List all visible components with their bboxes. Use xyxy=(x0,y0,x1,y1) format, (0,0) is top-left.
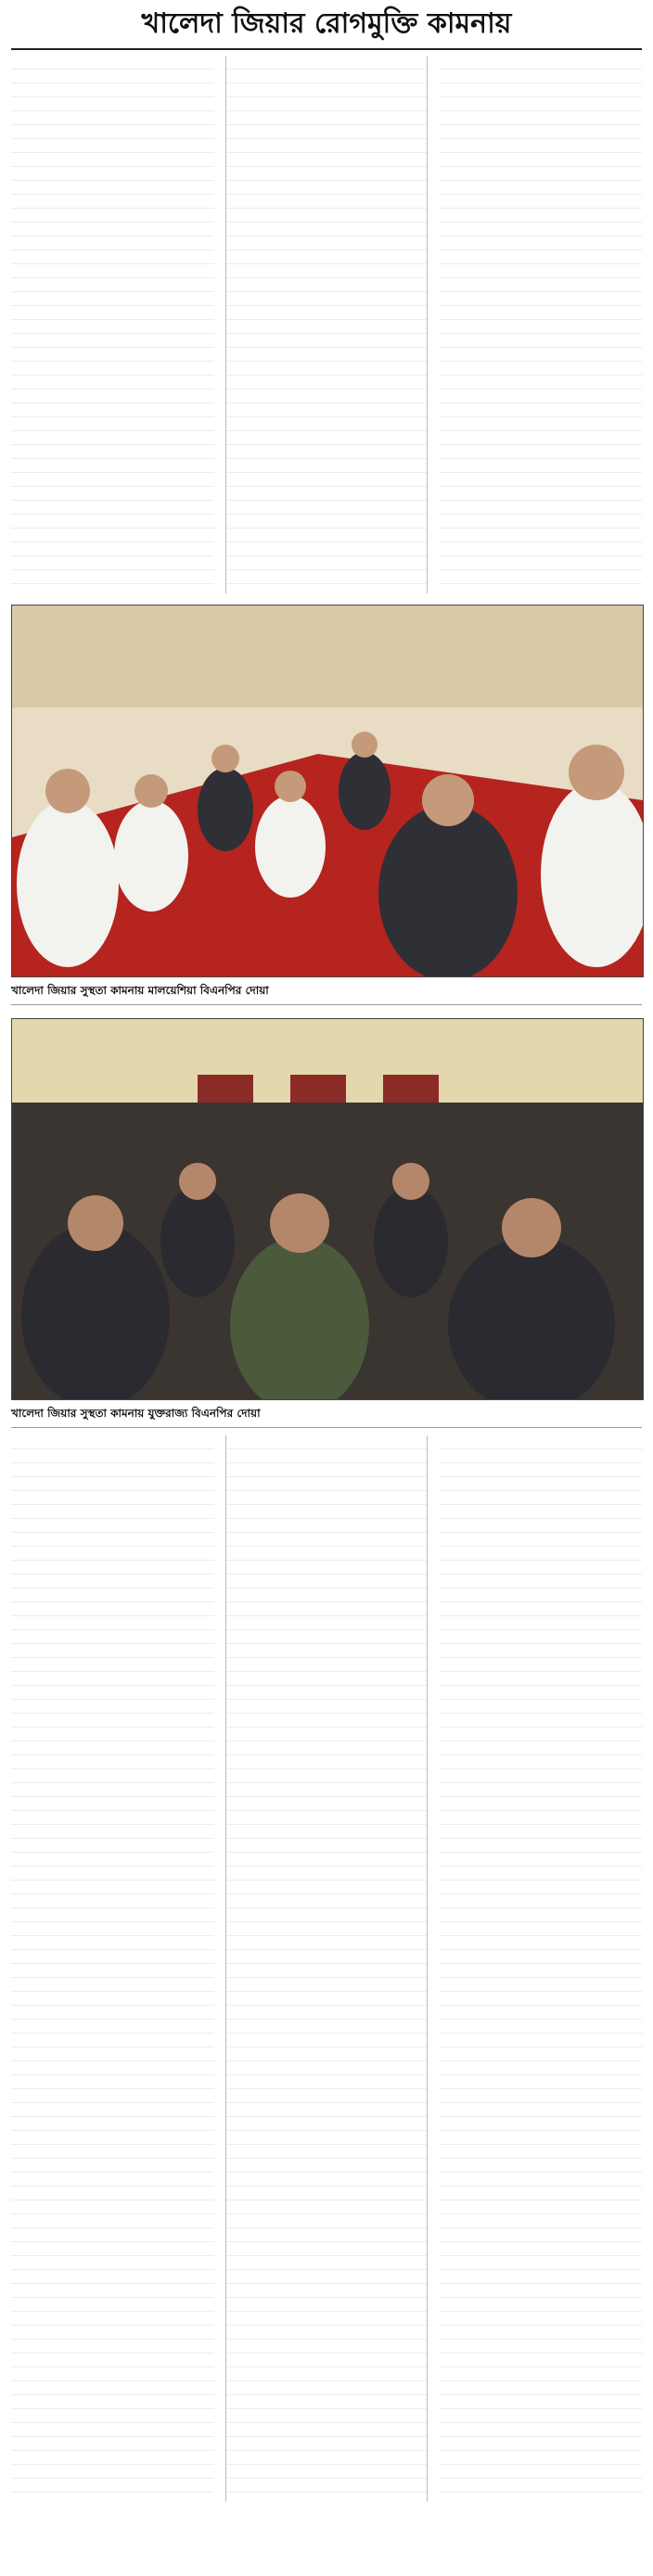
top-right-column xyxy=(439,56,642,593)
top-columns xyxy=(11,56,642,593)
prayer-photo-uk xyxy=(11,1018,644,1400)
photo2-caption: খালেদা জিয়ার সুস্থতা কামনায় যুক্তরাজ্য বিএনপির দোয়া xyxy=(11,1400,642,1428)
bottom-columns xyxy=(11,1435,642,2502)
bottom-left-column xyxy=(11,1435,214,2502)
top-middle-column xyxy=(225,56,429,593)
bottom-middle-column xyxy=(225,1435,429,2502)
top-left-column xyxy=(11,56,214,593)
photo1-caption: খালেদা জিয়ার সুস্থতা কামনায় মালয়েশিয়া বিএনপির দোয়া xyxy=(11,977,642,1005)
prayer-photo-malaysia xyxy=(11,605,644,977)
headline: খালেদা জিয়ার রোগমুক্তি কামনায় xyxy=(11,0,642,50)
photo-illustration xyxy=(12,1019,643,1399)
bottom-right-column xyxy=(439,1435,642,2502)
photo-illustration xyxy=(12,606,643,976)
